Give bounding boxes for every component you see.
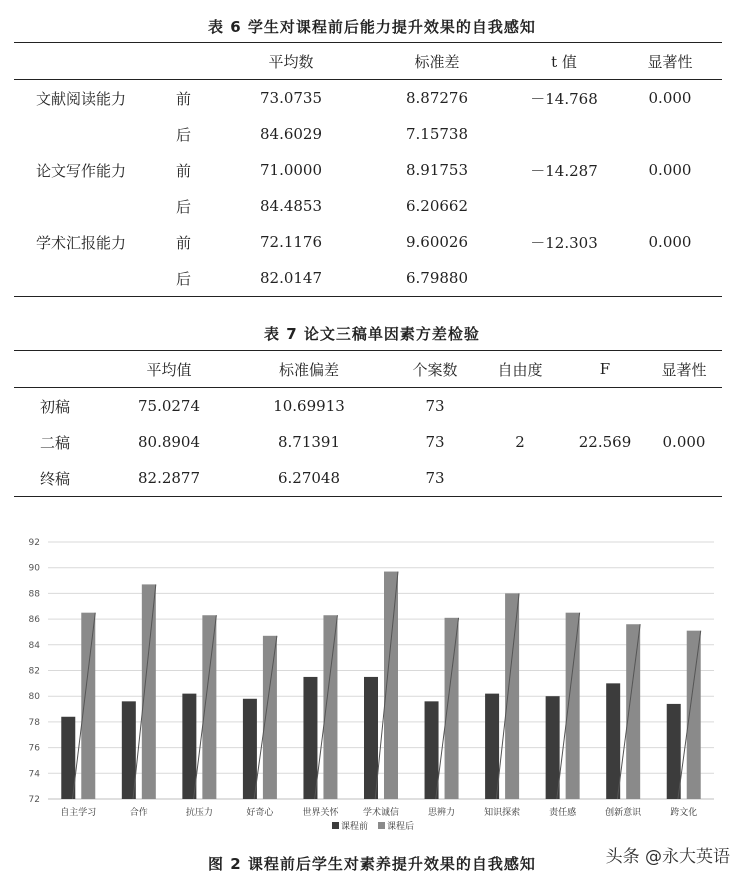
x-tick-label: 学术诚信 — [362, 808, 400, 818]
row-phase: 后 — [176, 125, 192, 144]
table7-header-f: F — [564, 351, 646, 388]
x-tick-label: 自主学习 — [60, 808, 97, 818]
cell-sd: 8.91753 — [405, 161, 469, 179]
x-tick-label: 抗压力 — [185, 808, 213, 818]
figure2-caption: 图 2 课程前后学生对素养提升效果的自我感知 — [208, 855, 536, 873]
cell-mean: 80.8904 — [137, 433, 201, 451]
cell-sig: 0.000 — [648, 161, 692, 179]
cell-sd: 6.20662 — [405, 197, 469, 215]
row-label — [14, 188, 164, 224]
table7 — [14, 350, 722, 497]
x-tick-label: 思辨力 — [428, 808, 456, 818]
cell-mean: 75.0274 — [137, 397, 201, 415]
cell-f — [564, 460, 646, 497]
x-tick-label: 创新意识 — [605, 808, 642, 818]
cell-df — [476, 388, 564, 425]
cell-t — [510, 260, 618, 297]
bar-before — [667, 704, 681, 799]
x-tick-label: 知识探索 — [484, 808, 521, 818]
x-tick-label: 跨文化 — [670, 808, 698, 818]
cell-mean: 82.0147 — [259, 269, 323, 287]
bar-before — [243, 699, 257, 799]
cell-sd: 8.87276 — [405, 89, 469, 107]
bar-before — [425, 701, 439, 799]
legend-swatch — [378, 822, 385, 829]
cell-sd: 6.79880 — [405, 269, 469, 287]
row-label: 初稿 — [40, 397, 71, 416]
cell-mean: 72.1176 — [259, 233, 323, 251]
table7-header-sd: 标准偏差 — [224, 351, 394, 388]
row-phase: 前 — [176, 89, 192, 108]
cell-f — [564, 388, 646, 425]
table7-header-df: 自由度 — [476, 351, 564, 388]
table-row — [14, 188, 722, 224]
row-phase: 前 — [176, 161, 192, 180]
table6-header-sig: 显著性 — [618, 43, 722, 80]
figure2-chart — [14, 524, 722, 850]
table-row — [14, 116, 722, 152]
row-label: 论文写作能力 — [36, 161, 127, 180]
x-tick-label: 责任感 — [549, 808, 577, 818]
row-label — [14, 260, 164, 297]
x-tick-label: 世界关怀 — [302, 808, 339, 818]
cell-df: 2 — [515, 433, 525, 451]
y-tick-label: 84 — [28, 640, 40, 651]
table6-header-row — [14, 43, 722, 80]
y-tick-label: 82 — [28, 666, 40, 677]
table-row — [14, 388, 722, 425]
cell-sig — [646, 460, 722, 497]
row-label: 终稿 — [40, 469, 71, 488]
table7-caption: 表 7 论文三稿单因素方差检验 — [264, 325, 480, 343]
table6 — [14, 42, 722, 297]
table-row — [14, 260, 722, 297]
legend-swatch — [332, 822, 339, 829]
table6-header-mean: 平均数 — [218, 43, 364, 80]
cell-sig — [618, 188, 722, 224]
cell-n: 73 — [425, 433, 445, 451]
row-label — [14, 116, 164, 152]
y-tick-label: 90 — [28, 563, 40, 574]
x-tick-label: 好奇心 — [246, 808, 274, 818]
cell-sig — [618, 260, 722, 297]
bar-before — [606, 683, 620, 799]
y-tick-label: 92 — [28, 538, 40, 548]
cell-sd: 9.60026 — [405, 233, 469, 251]
y-tick-label: 86 — [28, 615, 40, 626]
cell-t: －12.303 — [530, 233, 598, 252]
bar-before — [546, 696, 560, 799]
bar-before — [122, 701, 136, 799]
table7-header-row — [14, 351, 722, 388]
cell-sig — [646, 388, 722, 425]
table-row — [14, 80, 722, 117]
bar-before — [364, 677, 378, 799]
y-tick-label: 88 — [28, 589, 40, 600]
cell-t — [510, 116, 618, 152]
x-tick-label: 合作 — [129, 808, 148, 818]
table6-header-t: t 值 — [510, 43, 618, 80]
table6-header-sd: 标准差 — [364, 43, 510, 80]
cell-sig: 0.000 — [662, 433, 706, 451]
cell-t: －14.768 — [530, 89, 598, 108]
bar-before — [485, 694, 499, 799]
bar-chart-svg — [14, 524, 722, 850]
table-row — [14, 224, 722, 260]
bar-before — [303, 677, 317, 799]
cell-t — [510, 188, 618, 224]
cell-sd: 7.15738 — [405, 125, 469, 143]
y-tick-label: 74 — [28, 769, 40, 780]
row-phase: 前 — [176, 233, 192, 252]
watermark: 头条 @永大英语 — [605, 847, 730, 867]
cell-mean: 84.4853 — [259, 197, 323, 215]
cell-df — [476, 460, 564, 497]
cell-mean: 84.6029 — [259, 125, 323, 143]
bar-before — [61, 717, 75, 799]
table-row — [14, 152, 722, 188]
cell-n: 73 — [425, 469, 445, 487]
cell-sd: 6.27048 — [277, 469, 341, 487]
table-row — [14, 424, 722, 460]
row-label: 二稿 — [40, 433, 71, 452]
cell-mean: 71.0000 — [259, 161, 323, 179]
cell-sd: 10.69913 — [273, 397, 345, 415]
cell-n: 73 — [425, 397, 445, 415]
legend-label: 课程后 — [387, 822, 415, 832]
legend-label: 课程前 — [341, 822, 369, 832]
cell-sig — [618, 116, 722, 152]
cell-sd: 8.71391 — [277, 433, 341, 451]
table-row — [14, 460, 722, 497]
y-tick-label: 76 — [28, 743, 40, 754]
cell-sig: 0.000 — [648, 233, 692, 251]
table6-caption: 表 6 学生对课程前后能力提升效果的自我感知 — [208, 18, 536, 36]
cell-t: －14.287 — [530, 161, 598, 180]
table7-header-n: 个案数 — [394, 351, 476, 388]
cell-mean: 82.2877 — [137, 469, 201, 487]
cell-mean: 73.0735 — [259, 89, 323, 107]
row-phase: 后 — [176, 197, 192, 216]
cell-sig: 0.000 — [648, 89, 692, 107]
bar-before — [182, 694, 196, 799]
row-phase: 后 — [176, 269, 192, 288]
y-tick-label: 80 — [28, 692, 40, 703]
row-label: 文献阅读能力 — [36, 89, 127, 108]
row-label: 学术汇报能力 — [36, 233, 127, 252]
cell-f: 22.569 — [578, 433, 632, 451]
table7-header-sig: 显著性 — [646, 351, 722, 388]
table7-header-mean: 平均值 — [114, 351, 224, 388]
y-tick-label: 78 — [28, 717, 40, 728]
y-tick-label: 72 — [28, 795, 40, 805]
